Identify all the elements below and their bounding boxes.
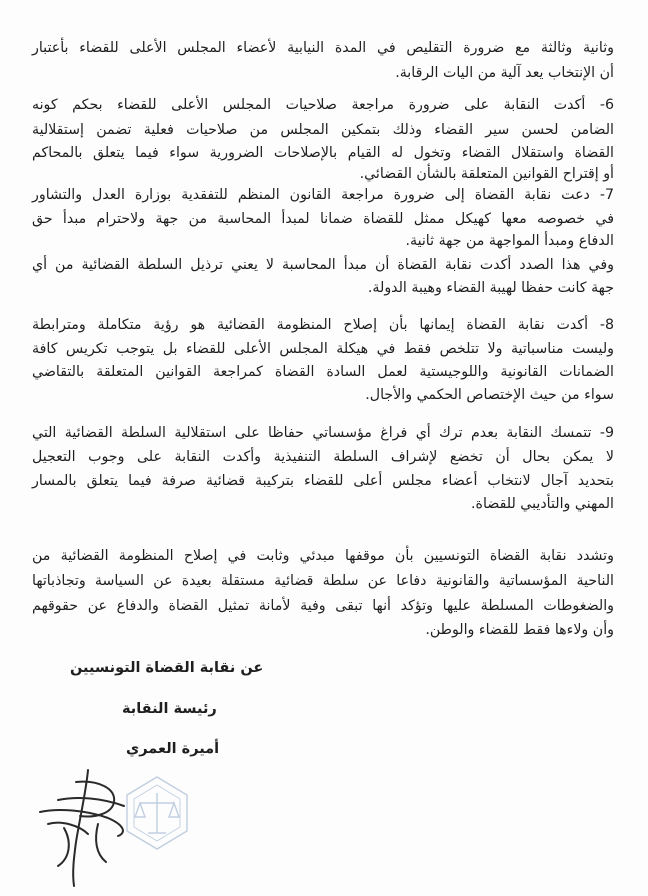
signature-org: عن نقابة القضاة التونسيين bbox=[70, 660, 264, 676]
text-line: الناحية المؤسساتية والقانونية دفاعا عن سلطة قضائية مستقلة بعيدة عن السياسة وتجاذباتها bbox=[32, 573, 614, 589]
text-line: وأن ولاءها فقط للقضاء والوطن. bbox=[425, 622, 614, 638]
text-line: بتحديد آجال لانتخاب أعضاء مجلس أعلى للقضاء بتركيبة قضائية صرفة فيما يتعلق بالمسار bbox=[32, 473, 614, 489]
signature-role: رئيسة النقابة bbox=[122, 701, 217, 717]
text-line: وفي هذا الصدد أكدت نقابة القضاة أن مبدأ المحاسبة لا يعني ترذيل السلطة القضائية من أي bbox=[32, 257, 614, 273]
text-line: 9- تتمسك النقابة بعدم ترك أي فراغ مؤسساتي حفاظا على استقلالية السلطة القضائية التي bbox=[32, 425, 614, 441]
signature-name: أميرة العمري bbox=[126, 741, 220, 757]
text-line: أو إقتراح القوانين المتعلقة بالشأن القضائي. bbox=[359, 166, 614, 182]
text-line: أن الإنتخاب يعد آلية من اليات الرقابة. bbox=[395, 65, 614, 81]
text-line: في خصوصه معها كهيكل ممثل للقضاة ضمانا لمبدأ المحاسبة من جهة ولاحترام مبدأ حق bbox=[32, 211, 614, 227]
text-line: 7- دعت نقابة القضاة إلى ضرورة مراجعة القانون المنظم للتفقدية بوزارة العدل والتشاور bbox=[32, 187, 614, 203]
text-line: الضمانات القانونية واللوجيستية لعمل السادة القضاة كمراجعة القوانين المتعلقة بالتقاضي bbox=[32, 364, 614, 380]
text-line: لا يمكن بحال أن تخضع لإشراف السلطة التنفيذية وأكدت النقابة على وجوب التعجيل bbox=[32, 449, 614, 465]
text-line: 8- أكدت نقابة القضاة إيمانها بأن إصلاح المنظومة القضائية هو رؤية متكاملة ومترابطة bbox=[32, 317, 614, 333]
text-line: القضاة واستقلال القضاء وتخول له القيام بالإصلاحات الضرورية سواء فيما يتعلق بالمحاكم bbox=[32, 145, 614, 161]
text-line: وتشدد نقابة القضاة التونسيين بأن موقفها مبدئي وثابت في إصلاح المنظومة القضائية من bbox=[32, 548, 614, 564]
text-line: الضامن لحسن سير القضاء وذلك بتمكين المجلس من صلاحيات فعلية تضمن إستقلالية bbox=[32, 122, 614, 138]
text-line: جهة كانت حفظا لهيبة القضاء وهيبة الدولة. bbox=[367, 280, 614, 296]
text-line: 6- أكدت النقابة على ضرورة مراجعة صلاحيات المجلس الأعلى للقضاء بحكم كونه bbox=[32, 97, 614, 113]
text-line: وثانية وثالثة مع ضرورة التقليص في المدة النيابية لأعضاء المجلس الأعلى للقضاء بأعتبار bbox=[32, 40, 614, 56]
text-line: الدفاع ومبدأ المواجهة من جهة ثانية. bbox=[405, 233, 614, 249]
handwritten-signature-icon bbox=[28, 762, 138, 892]
text-line: والضغوطات المسلطة عليها وتؤكد أنها تبقى وفية لأمانة تمثيل القضاة والدفاع عن حقوقهم bbox=[32, 598, 614, 614]
text-line: وليست مناسباتية ولا تتلخص فقط في هيكلة المجلس الأعلى للقضاء بل يتوجب تكريس كافة bbox=[32, 341, 614, 357]
text-line: المهني والتأديبي للقضاة. bbox=[471, 496, 614, 512]
text-line: سواء من حيث الإختصاص الحكمي والأجال. bbox=[365, 387, 614, 403]
